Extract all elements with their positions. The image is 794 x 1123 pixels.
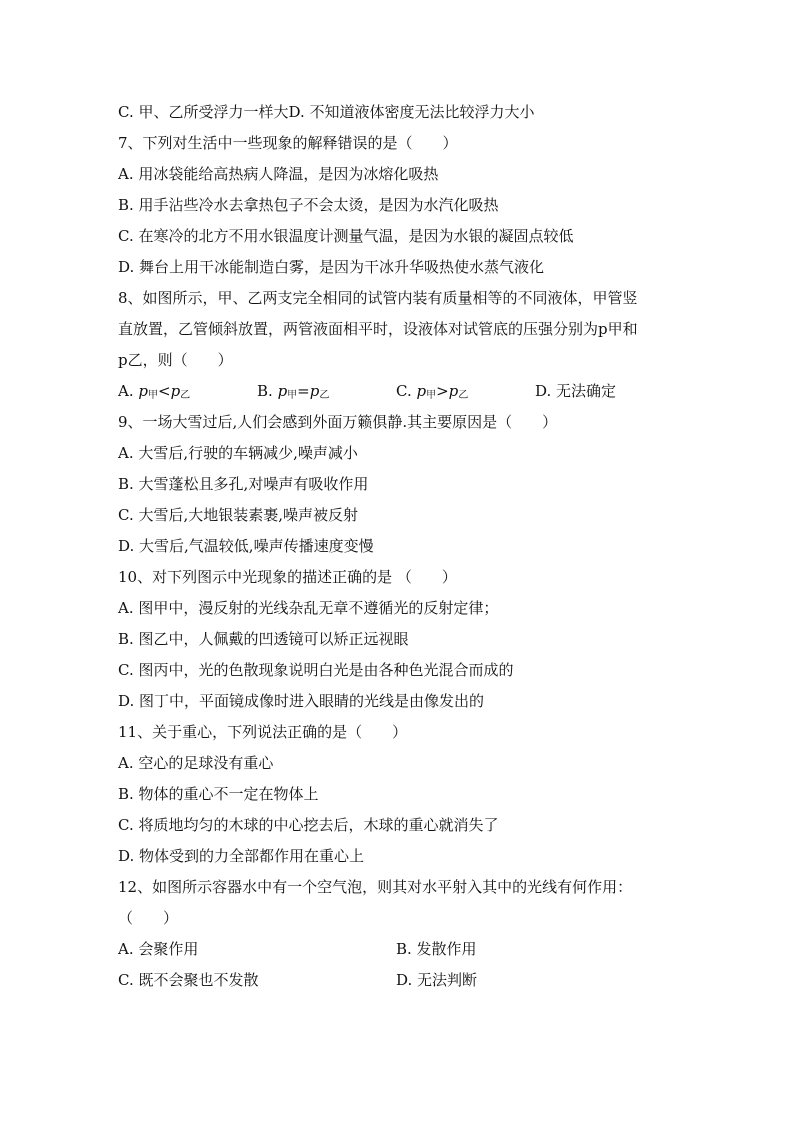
q9-stem: 9、一场大雪过后,人们会感到外面万籁俱静.其主要原因是（ ） — [118, 413, 558, 431]
q9-option-b: B. 大雪蓬松且多孔,对噪声有吸收作用 — [118, 475, 369, 493]
q9-option-a: A. 大雪后,行驶的车辆减少,噪声减小 — [118, 444, 358, 462]
q8-option-b-operator: = — [297, 382, 310, 400]
q8-option-a-sub1: 甲 — [147, 390, 158, 401]
q8-option-a-p2: p — [170, 382, 181, 400]
q8-option-c-p1: p — [416, 382, 427, 400]
q11-option-d: D. 物体受到的力全部都作用在重心上 — [118, 847, 365, 865]
q7-stem: 7、下列对生活中一些现象的解释错误的是（ ） — [118, 134, 458, 152]
q7-option-a: A. 用冰袋能给高热病人降温，是因为冰熔化吸热 — [118, 165, 439, 183]
q8-option-b — [257, 376, 396, 407]
q11-option-c: C. 将质地均匀的木球的中心挖去后，木球的重心就消失了 — [118, 816, 499, 834]
q11-option-a: A. 空心的足球没有重心 — [118, 754, 274, 772]
q12-options-row-2 — [118, 965, 688, 996]
q8-option-c-letter: C. — [396, 382, 417, 400]
q8-option-a-p1: p — [138, 382, 148, 400]
q10-stem: 10、对下列图示中光现象的描述正确的是 （ ） — [118, 568, 457, 586]
q11-stem: 11、关于重心，下列说法正确的是（ ） — [118, 723, 408, 741]
q12-stem-line-1: 12、如图所示容器水中有一个空气泡，则其对水平射入其中的光线有何作用： — [118, 878, 633, 896]
q8-option-b-p1: p — [277, 382, 288, 400]
q8-stem-line-2: 直放置，乙管倾斜放置，两管液面相平时，设液体对试管底的压强分别为p甲和 — [118, 320, 638, 338]
q8-options-row — [118, 376, 688, 407]
q9-option-d: D. 大雪后,气温较低,噪声传播速度变慢 — [118, 537, 374, 555]
q8-option-b-sub2: 乙 — [319, 390, 330, 401]
q8-option-c — [396, 376, 535, 407]
q11-option-b: B. 物体的重心不一定在物体上 — [118, 785, 319, 803]
q8-option-c-p2: p — [448, 382, 459, 400]
q8-option-c-operator: > — [436, 382, 449, 400]
q8-option-d: D. 无法确定 — [535, 382, 617, 400]
q12-option-c: C. 既不会聚也不发散 — [118, 971, 259, 989]
q8-option-a-sub2: 乙 — [180, 390, 191, 401]
q12-option-a: A. 会聚作用 — [118, 940, 199, 958]
exam-page — [118, 97, 688, 996]
q8-stem-line-1: 8、如图所示，甲、乙两支完全相同的试管内装有质量相等的不同液体，甲管竖 — [118, 289, 638, 307]
q8-option-c-sub1: 甲 — [426, 390, 437, 401]
q8-option-a — [118, 376, 257, 407]
q9-option-c: C. 大雪后,大地银装素裹,噪声被反射 — [118, 506, 359, 524]
q7-option-b: B. 用手沾些冷水去拿热包子不会太烫，是因为水汽化吸热 — [118, 196, 499, 214]
q12-option-d: D. 无法判断 — [396, 971, 478, 989]
q10-option-c: C. 图丙中，光的色散现象说明白光是由各种色光混合而成的 — [118, 661, 514, 679]
q8-option-c-sub2: 乙 — [458, 390, 469, 401]
q8-option-b-letter: B. — [257, 382, 278, 400]
q6-option-c: C. 甲、乙所受浮力一样大D. 不知道液体密度无法比较浮力大小 — [118, 103, 535, 121]
q8-option-a-letter: A. — [118, 382, 139, 400]
q12-option-b: B. 发散作用 — [396, 940, 477, 958]
q8-option-a-operator: < — [157, 382, 171, 400]
q10-option-d: D. 图丁中，平面镜成像时进入眼睛的光线是由像发出的 — [118, 692, 485, 710]
q10-option-b: B. 图乙中，人佩戴的凹透镜可以矫正远视眼 — [118, 630, 409, 648]
q8-option-b-sub1: 甲 — [287, 390, 298, 401]
q7-option-d: D. 舞台上用干冰能制造白雾，是因为干冰升华吸热使水蒸气液化 — [118, 258, 545, 276]
q10-option-a: A. 图甲中，漫反射的光线杂乱无章不遵循光的反射定律； — [118, 599, 499, 617]
q8-option-b-p2: p — [309, 382, 320, 400]
q12-stem-line-2: （ ） — [118, 909, 179, 927]
q8-stem-line-3: p乙，则（ ） — [118, 351, 233, 369]
q7-option-c: C. 在寒冷的北方不用水银温度计测量气温，是因为水银的凝固点较低 — [118, 227, 574, 245]
q12-options-row-1 — [118, 934, 688, 965]
